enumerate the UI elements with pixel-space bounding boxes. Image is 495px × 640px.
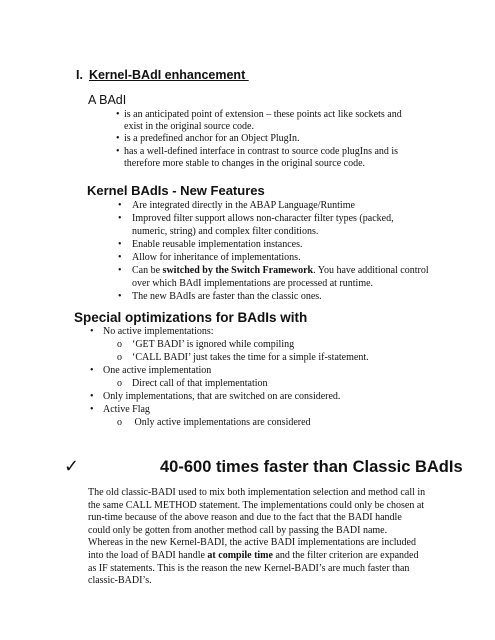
sub-bullet-marker: o (117, 339, 122, 350)
badi-definition-list (116, 109, 416, 170)
heading-faster: 40-600 times faster than Classic BAdIs (160, 458, 463, 476)
list-item: • Enable reusable implementation instances. (118, 238, 430, 251)
text-run: Can be (132, 265, 163, 276)
sub-item-text: ‘GET BADI’ is ignored while compiling (132, 339, 295, 350)
sub-list-item (90, 351, 430, 364)
section-title: Kernel-BAdI enhancement (88, 68, 249, 82)
list-item: • No active implementations: (90, 325, 430, 338)
subheading-a-badi: A BAdI (88, 93, 127, 107)
list-item: • is a predefined anchor for an Object PlugIn. (116, 133, 416, 145)
paragraph-1: The old classic-BADI used to mix both implementation selection and method call in the same CALL METHOD statement. The implementations could only be chosen at run-time because of the above reason and due to the fact that the BADI handle could only be gotten from another method call by passing the BADI name. (88, 487, 426, 536)
list-item: • is an anticipated point of extension – these points act like sockets and exist in the original source code. (116, 109, 416, 133)
sub-item-text: ‘CALL BADI’ just takes the time for a simple if-statement. (132, 352, 369, 363)
bold-text: switched by the Switch Framework (162, 265, 314, 276)
sub-list-item (90, 377, 430, 390)
list-item: • One active implementation (90, 364, 430, 377)
sub-bullet-marker: o (117, 352, 122, 363)
list-item: • Active Flag (90, 403, 430, 416)
heading-new-features: Kernel BAdIs - New Features (87, 183, 265, 198)
list-item: • Allow for inheritance of implementations. (118, 251, 430, 264)
list-item: • has a well-defined interface in contrast to source code plugIns and is therefore more stable to changes in the original source code. (116, 146, 416, 170)
sub-list-item (90, 416, 430, 429)
list-item: • Only implementations, that are switched on are considered. (90, 390, 430, 403)
optimizations-list (90, 325, 430, 429)
body-paragraph (88, 487, 426, 588)
heading-special-optimizations: Special optimizations for BAdIs with (74, 310, 308, 325)
list-item: • Improved filter support allows non-character filter types (packed, numeric, string) and complex filter conditions. (118, 212, 430, 238)
sub-bullet-marker: o (117, 417, 122, 428)
list-item: • The new BAdIs are faster than the classic ones. (118, 290, 430, 303)
list-item-switch-framework (118, 264, 430, 290)
check-mark-icon: ✓ (64, 456, 80, 476)
sub-item-text: Direct call of that implementation (132, 378, 268, 389)
sub-bullet-marker: o (117, 378, 122, 389)
list-item: • Are integrated directly in the ABAP Language/Runtime (118, 199, 430, 212)
section-number: I. (76, 68, 83, 82)
bold-text: at compile time (207, 549, 273, 561)
sub-list-item (90, 338, 430, 351)
text-run: Whereas in the new Kernel-BADI, the active BADI implementations are included into the load of BADI handle (88, 537, 416, 561)
new-features-list (118, 199, 430, 303)
text-run: and the filter criterion are expanded as IF statements. This is the reason the new Kernel-BADI’s are much faster than classic-BADI’s. (88, 549, 419, 587)
section-heading-kernel-badi (76, 68, 249, 82)
text-run: . You have additional control over which BAdI implementations are processed at runtime. (132, 265, 429, 289)
sub-item-text: Only active implementations are considered (132, 417, 311, 428)
